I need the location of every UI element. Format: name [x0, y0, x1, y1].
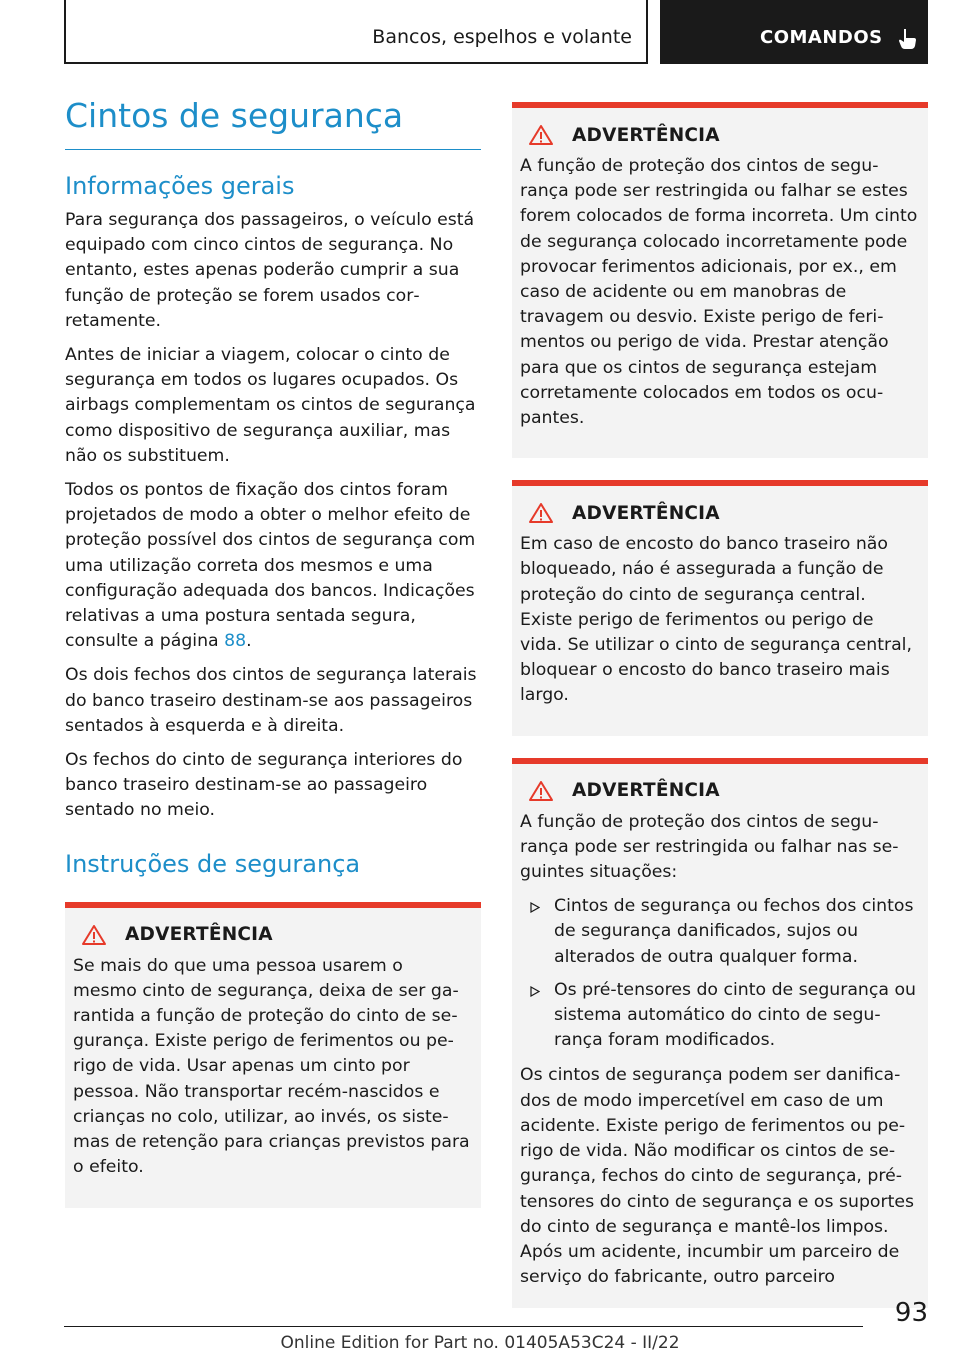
warning-box — [65, 902, 481, 1208]
warning-title: ADVERTÊNCIA — [572, 780, 720, 802]
warning-intro: A função de proteção dos cintos de segurança pode ser restringida ou falhar nas seguintes situações: — [520, 811, 899, 883]
list-item-text: Os pré-tensores do cinto de segurança ou sistema automático do cinto de segurança foram modificados. — [554, 979, 916, 1051]
warning-text: Os cintos de segurança podem ser danificados de modo impercetível em caso de um acidente. Existe perigo de ferimentos ou perigo de vida. Não modificar os cintos de segurança, fechos do cinto de segurança, pré-tensores do cinto de segurança e os suportes do cinto de segurança e mantê-los limpos. Após um acidente, incumbir um parceiro de serviço do fabricante, outro parceiro — [520, 1065, 915, 1288]
page-header — [64, 0, 928, 66]
section-title: Bancos, espelhos e volante — [372, 26, 632, 48]
section-tab — [64, 0, 648, 64]
list-item — [520, 978, 918, 1054]
warning-header — [520, 124, 918, 146]
warning-box — [512, 102, 928, 458]
warning-header — [73, 924, 471, 946]
page-title: Cintos de segurança — [65, 96, 481, 150]
warning-title: ADVERTÊNCIA — [572, 124, 720, 146]
heading-general-info: Informações gerais — [65, 172, 295, 200]
paragraph: Antes de iniciar a viagem, colocar o cinto de segurança em todos os lugares ocupados. Os airbags complementam os cintos de segurança como dispositivo de segurança auxiliar, mas não os substituem. — [65, 345, 476, 466]
edition-info: Online Edition for Part no. 01405A53C24 - II/22 — [280, 1333, 680, 1353]
warning-triangle-icon — [81, 924, 107, 946]
warning-triangle-icon — [528, 502, 554, 524]
chapter-title: COMANDOS — [760, 27, 883, 48]
warning-header — [520, 780, 918, 802]
warning-triangle-icon — [528, 124, 554, 146]
footer-divider — [64, 1326, 863, 1327]
warning-text: Em caso de encosto do banco traseiro não bloqueado, náo é assegurada a função de proteção do cinto de segurança central. Existe perigo de ferimentos ou perigo de vida. Se utilizar o cinto de segurança central, bloquear o encosto do banco traseiro mais largo. — [520, 534, 912, 706]
paragraph — [65, 478, 481, 654]
warning-text: Se mais do que uma pessoa usarem o mesmo cinto de segurança, deixa de ser garantida a função de proteção do cinto de segurança. Existe perigo de ferimentos ou perigo de vida. Usar apenas um cinto por pessoa. Não transportar recém-nascidos e crianças no colo, utilizar, ao invés, os sistemas de retenção para crianças previstos para o efeito. — [73, 955, 470, 1178]
paragraph-end: . — [246, 631, 252, 652]
warning-title: ADVERTÊNCIA — [572, 502, 720, 524]
list-item-text: Cintos de segurança ou fechos dos cintos de segurança danificados, sujos ou alterados de outra qualquer forma. — [554, 896, 914, 967]
chapter-tab — [660, 0, 928, 64]
page-link[interactable]: 88 — [224, 631, 247, 652]
paragraph: Para segurança dos passageiros, o veículo está equipado com cinco cintos de segurança. No entanto, estes apenas poderão cumprir a sua função de proteção se forem usados corretamente. — [65, 210, 475, 331]
paragraph-text: Todos os pontos de fixação dos cintos foram projetados de modo a obter o melhor efeito de proteção possível dos cintos de segurança com uma utilização correta dos mesmos e uma configuração adequada dos bancos. Indicações relativas a uma postura sentada segura, consulte a página — [65, 480, 476, 652]
warning-box — [512, 480, 928, 735]
warning-triangle-icon — [528, 780, 554, 802]
warning-box — [512, 758, 928, 1309]
triangle-bullet-icon — [530, 902, 540, 913]
right-column — [512, 102, 928, 1308]
list-item — [520, 894, 918, 970]
warning-text: A função de proteção dos cintos de segurança pode ser restringida ou falhar se estes forem colocados de forma incorreta. Um cinto de segurança colocado incorretamente pode provocar ferimentos adicionais, por ex., em caso de acidente ou em manobras de travagem ou desvio. Existe perigo de ferimentos ou perigo de vida. Prestar atenção para que os cintos de segurança estejam corretamente colocados em todos os ocupantes. — [520, 156, 918, 429]
warning-header — [520, 502, 918, 524]
paragraph: Os fechos do cinto de segurança interiores do banco traseiro destinam-se ao passageiro sentado no meio. — [65, 750, 463, 821]
page-number: 93 — [894, 1298, 928, 1328]
hand-pointer-icon — [896, 28, 918, 50]
warning-title: ADVERTÊNCIA — [125, 924, 273, 946]
paragraph: Os dois fechos dos cintos de segurança laterais do banco traseiro destinam-se aos passageiros sentados à esquerda e à direita. — [65, 665, 477, 736]
warning-list — [520, 894, 918, 1053]
left-column — [65, 96, 481, 1230]
heading-safety-instructions: Instruções de segurança — [65, 849, 361, 878]
triangle-bullet-icon — [530, 986, 540, 997]
